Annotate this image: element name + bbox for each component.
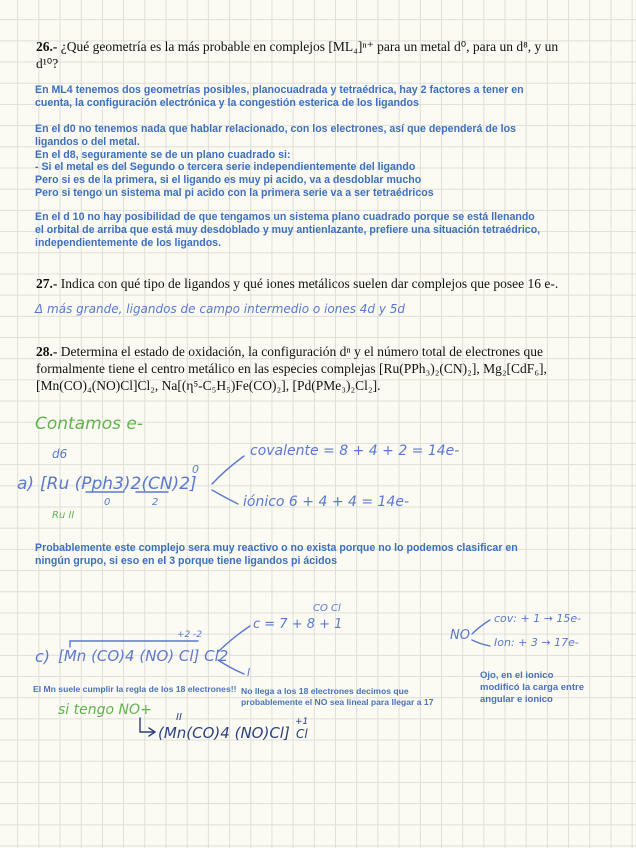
- c-formula: [Mn (CO)4 (NO) Cl] Cl2: [58, 647, 229, 665]
- co-cl-labels: CO Cl: [313, 603, 341, 614]
- q27-number: 27.-: [36, 276, 58, 291]
- arrow-to-c-count: [218, 626, 250, 652]
- result-charge: +1: [295, 717, 309, 727]
- a-charge: 0: [192, 463, 199, 476]
- a-formula: [Ru (Pph3)2(CN)2]: [40, 474, 197, 494]
- ojo-note: Ojo, en el ionico modificó la carga entre angular e ionico: [480, 670, 585, 705]
- c-lower-branch: I: [247, 666, 251, 679]
- ionico-count: iónico 6 + 4 + 4 = 14e-: [243, 494, 410, 510]
- notes-heading: Contamos e-: [35, 414, 143, 434]
- a-oxidation: Ru II: [52, 510, 75, 521]
- q27-text: Indica con qué tipo de ligandos y qué iones metálicos suelen dar complejos que posee 16 e-.: [60, 276, 559, 291]
- c-covalent-count: c = 7 + 8 + 1: [253, 617, 343, 632]
- q26-number: 26.-: [36, 39, 58, 54]
- no-covalent: cov: + 1 → 15e-: [494, 612, 582, 625]
- arrow-to-ionico: [212, 490, 238, 504]
- a-under-cn: 2: [152, 497, 159, 508]
- q26-answer-3: En el d 10 no hay posibilidad de que tengamos un sistema plano cuadrado porque se está llenando el orbital de arriba que está muy desdoblado y muy antienlazante, prefiere una situación tetraédrico, independientemente de los ligandos.: [35, 211, 541, 249]
- no-18-note: No llega a los 18 electrones decimos que probablemente el NO sea lineal para llegar a 17: [241, 686, 434, 707]
- si-tengo-no-plus: si tengo NO+: [58, 702, 152, 718]
- q26-text-line-1: ¿Qué geometría es la más probable en complejos [ML₄]ⁿ⁺ para un metal d⁰, para un d⁸, y un: [60, 39, 559, 54]
- c-label: c): [35, 647, 51, 666]
- q28-number: 28.-: [36, 344, 58, 359]
- a-under-pph3: 0: [104, 497, 111, 508]
- a-comment: Probablemente este complejo sera muy reactivo o no exista porque no lo podemos clasificar en ningún grupo, si eso en el 3 porque tiene ligandos pi ácidos: [35, 542, 518, 567]
- arrow-to-c-lower: [218, 660, 244, 674]
- arrow-to-covalente: [212, 456, 244, 484]
- q26-answer-1: En ML4 tenemos dos geometrías posibles, planocuadrada y tetraédrica, hay 2 factores a tener en cuenta, la configuración electrónica y la congestión esterica de los ligandos: [35, 84, 524, 109]
- q28-text-line-3: [Mn(CO)₄(NO)Cl]Cl₂, Na[(η⁵-C₅H₅)Fe(CO)₂], [Pd(PMe₃)₂Cl₂].: [36, 378, 381, 393]
- no-ionic: Ion: + 3 → 17e-: [494, 636, 579, 649]
- q26-answer-2: En el d0 no tenemos nada que hablar relacionado, con los electrones, así que dependerá de los ligandos o del metal. En el d8, seguramente se de un plano cuadrado si: - Si el metal es del Segundo o tercera serie independientemente del ligando Pero si es de la primera, si el ligando es muy pi acido, va a desdoblar mucho Pero si tengo un sistema mal pi acido con la primera serie va a ser tetraédricos: [35, 123, 516, 199]
- arrow-no-cov: [472, 620, 490, 634]
- q26-text-line-2: d¹⁰?: [36, 56, 59, 71]
- arrow-no-ion: [472, 640, 490, 646]
- q28-text-line-2: formalmente tiene el centro metálico en las especies complejas [Ru(PPh₃)₂(CN)₂], Mg₂[CdF₆],: [36, 361, 547, 376]
- mn-18-rule: El Mn suele cumplir la regla de los 18 electrones!!: [33, 684, 237, 694]
- result-formula: (Mn(CO)4 (NO)Cl]: [158, 724, 290, 742]
- covalente-count: covalente = 8 + 4 + 2 = 14e-: [250, 443, 460, 459]
- result-oxidation: II: [176, 712, 182, 723]
- q27-handwritten-answer: Δ más grande, ligandos de campo intermedio o iones 4d y 5d: [35, 302, 406, 316]
- result-counter-ion: Cl: [296, 727, 308, 741]
- c-charges: +2 -2: [177, 630, 203, 640]
- q28-text-line-1: Determina el estado de oxidación, la configuración dⁿ y el número total de electrones que: [60, 344, 543, 359]
- no-label: NO: [450, 628, 470, 643]
- a-d-config: d6: [52, 447, 68, 461]
- a-label: a): [17, 474, 35, 494]
- bracket-c: [70, 641, 198, 647]
